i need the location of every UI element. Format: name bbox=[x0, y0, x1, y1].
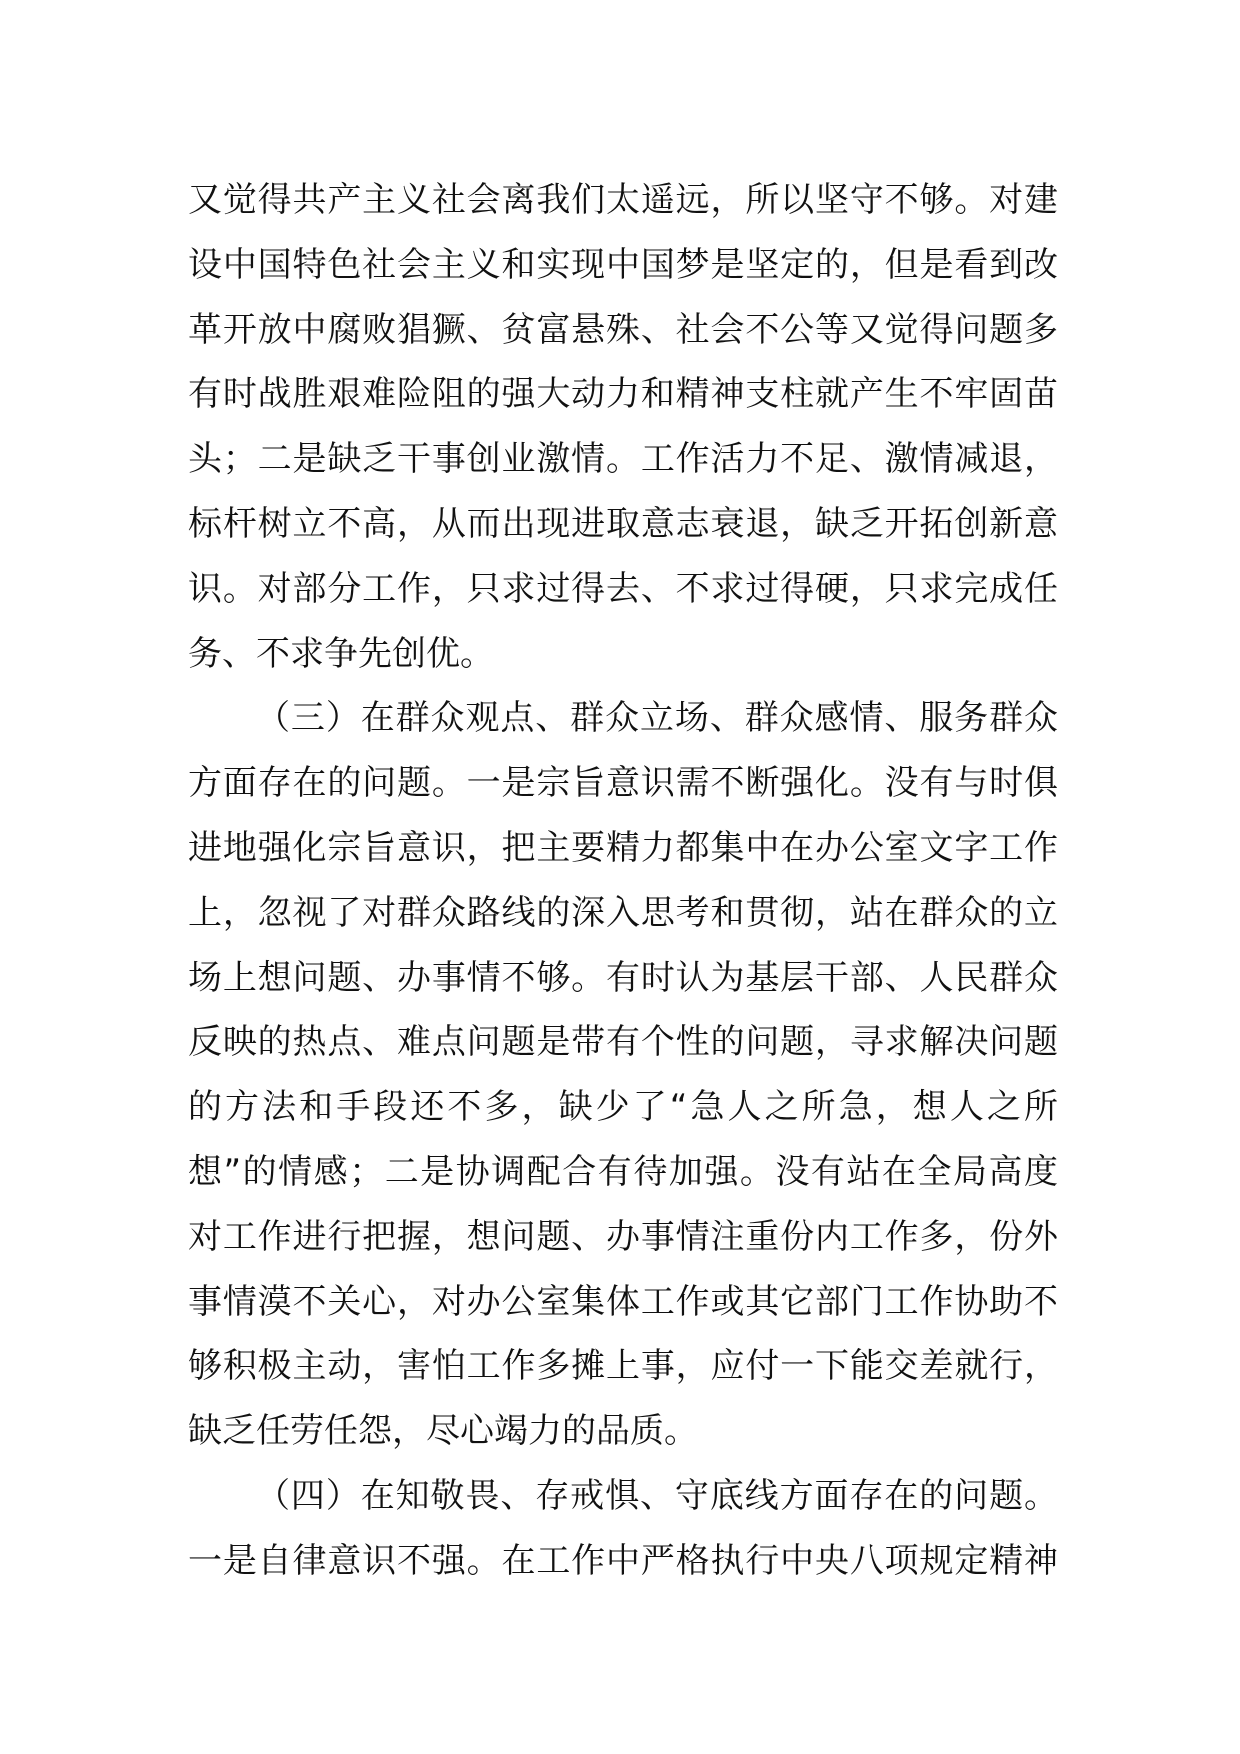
text-line: 进地强化宗旨意识，把主要精力都集中在办公室文字工作 bbox=[188, 827, 1058, 868]
text-line: 反映的热点、难点问题是带有个性的问题，寻求解决问题 bbox=[188, 1022, 1058, 1063]
text-line: 识。对部分工作，只求过得去、不求过得硬，只求完成任 bbox=[188, 568, 1058, 609]
text-line: （四）在知敬畏、存戒惧、守底线方面存在的问题。 bbox=[256, 1475, 1058, 1516]
text-line: 方面存在的问题。一是宗旨意识需不断强化。没有与时俱 bbox=[188, 763, 1058, 804]
text-line: 头；二是缺乏干事创业激情。工作活力不足、激情减退， bbox=[188, 439, 1058, 480]
text-line: 对工作进行把握，想问题、办事情注重份内工作多，份外 bbox=[188, 1216, 1058, 1257]
text-line: （三）在群众观点、群众立场、群众感情、服务群众 bbox=[256, 698, 1058, 739]
text-line: 缺乏任劳任怨，尽心竭力的品质。 bbox=[188, 1411, 698, 1452]
text-line: 想”的情感；二是协调配合有待加强。没有站在全局高度 bbox=[188, 1151, 1058, 1192]
text-line: 革开放中腐败猖獗、贫富悬殊、社会不公等又觉得问题多 bbox=[188, 309, 1058, 350]
text-line: 设中国特色社会主义和实现中国梦是坚定的，但是看到改 bbox=[188, 244, 1058, 285]
text-line: 够积极主动，害怕工作多摊上事，应付一下能交差就行， bbox=[188, 1346, 1058, 1387]
text-line: 又觉得共产主义社会离我们太遥远，所以坚守不够。对建 bbox=[188, 180, 1058, 220]
text-line: 一是自律意识不强。在工作中严格执行中央八项规定精神 bbox=[188, 1540, 1058, 1581]
text-line: 的方法和手段还不多，缺少了“急人之所急，想人之所 bbox=[188, 1087, 1058, 1128]
text-line: 场上想问题、办事情不够。有时认为基层干部、人民群众 bbox=[188, 957, 1058, 998]
text-line: 有时战胜艰难险阻的强大动力和精神支柱就产生不牢固苗 bbox=[188, 374, 1058, 415]
text-line: 事情漠不关心，对办公室集体工作或其它部门工作协助不 bbox=[188, 1281, 1058, 1322]
text-line: 标杆树立不高，从而出现进取意志衰退，缺乏开拓创新意 bbox=[188, 503, 1058, 544]
text-line: 上，忽视了对群众路线的深入思考和贯彻，站在群众的立 bbox=[188, 892, 1058, 933]
body-text bbox=[188, 168, 1058, 1594]
text-line: 务、不求争先创优。 bbox=[188, 633, 494, 674]
